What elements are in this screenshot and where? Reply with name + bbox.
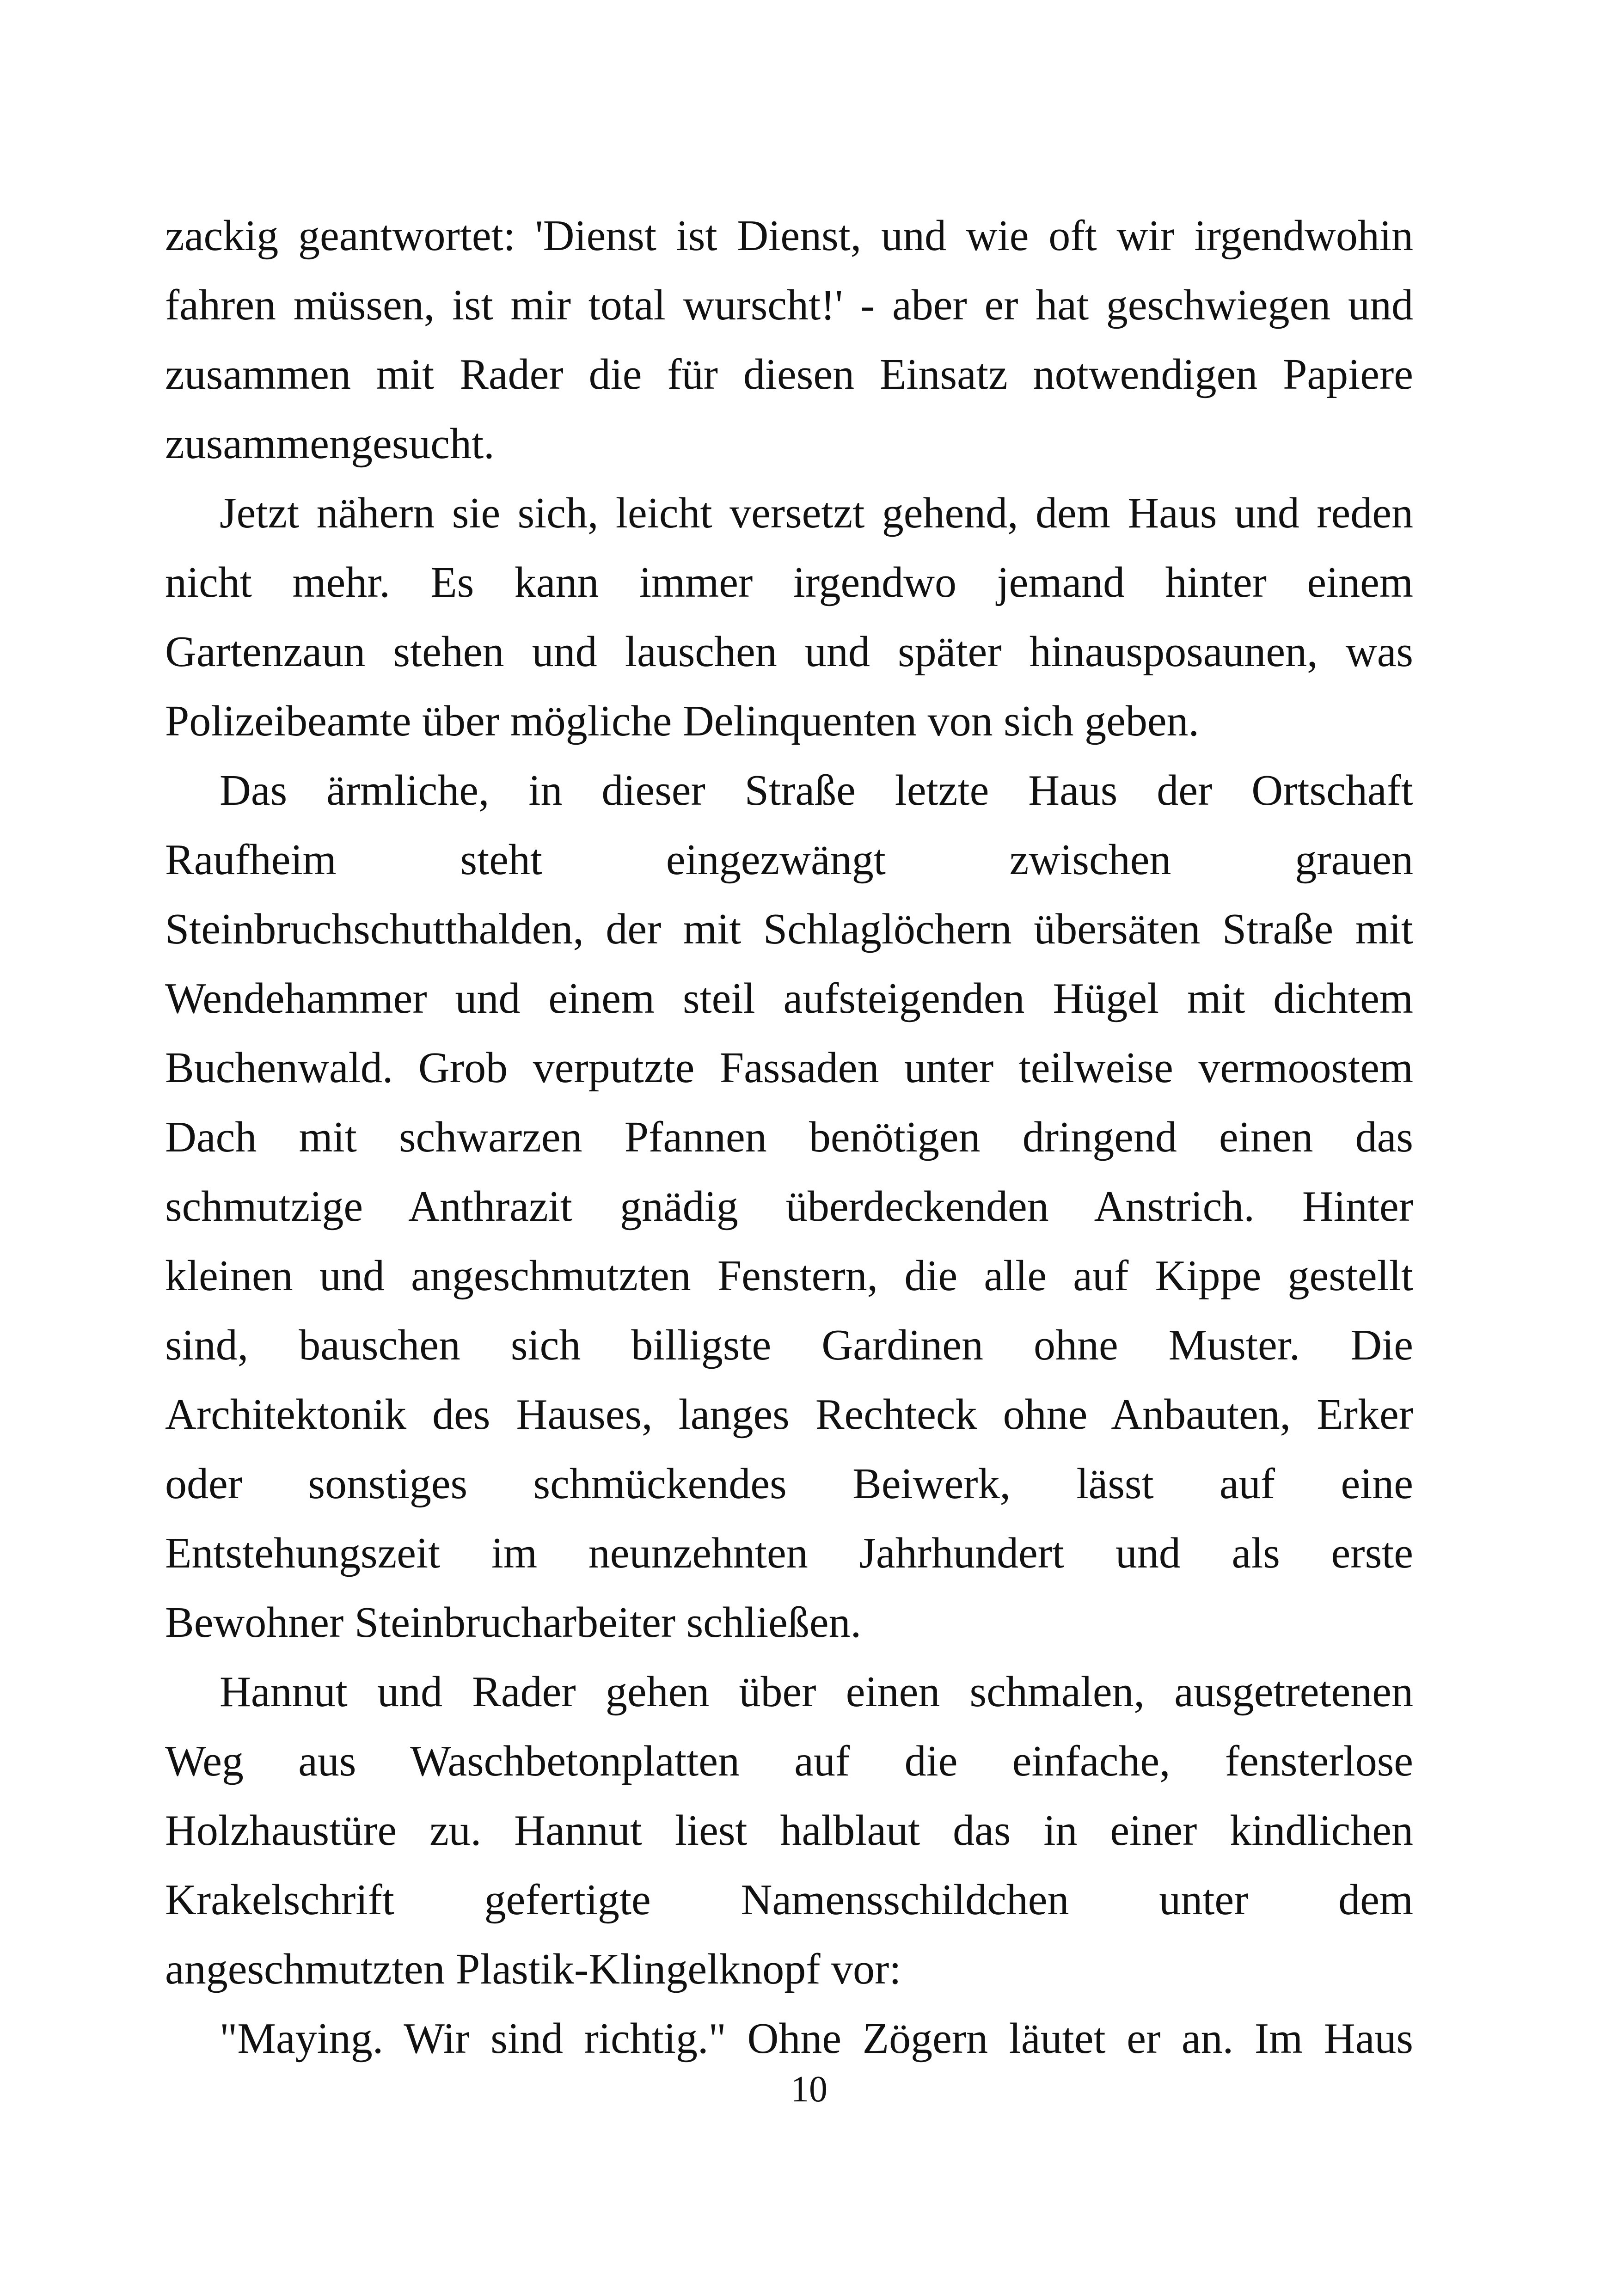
text-line: Gartenzaun stehen und lauschen und später hinausposaunen, was: [165, 628, 1413, 676]
body-text: [165, 201, 1413, 2073]
text-line: Steinbruchschutthalden, der mit Schlaglöchern übersäten Straße mit: [165, 905, 1413, 953]
text-line: schmutzige Anthrazit gnädig überdeckenden Anstrich. Hinter: [165, 1182, 1413, 1231]
text-line: "Maying. Wir sind richtig." Ohne Zögern läutet er an. Im Haus: [220, 2014, 1413, 2063]
text-line: Holzhaustüre zu. Hannut liest halblaut das in einer kindlichen: [165, 1806, 1413, 1855]
text-line: zusammengesucht.: [165, 420, 495, 468]
text-line: sind, bauschen sich billigste Gardinen ohne Muster. Die: [165, 1321, 1413, 1369]
text-line: Wendehammer und einem steil aufsteigenden Hügel mit dichtem: [165, 974, 1413, 1022]
text-line: angeschmutzten Plastik-Klingelknopf vor:: [165, 1945, 901, 1993]
text-line: Entstehungszeit im neunzehnten Jahrhundert und als erste: [165, 1529, 1413, 1577]
text-line: kleinen und angeschmutzten Fenstern, die alle auf Kippe gestellt: [165, 1252, 1413, 1300]
text-line: Das ärmliche, in dieser Straße letzte Haus der Ortschaft: [220, 766, 1413, 814]
text-line: Polizeibeamte über mögliche Delinquenten von sich geben.: [165, 697, 1200, 745]
text-line: fahren müssen, ist mir total wurscht!' - aber er hat geschwiegen und: [165, 281, 1413, 329]
text-line: zackig geantwortet: 'Dienst ist Dienst, und wie oft wir irgendwohin: [165, 212, 1413, 260]
text-line: Krakelschrift gefertigte Namensschildchen unter dem: [165, 1876, 1413, 1924]
text-line: Dach mit schwarzen Pfannen benötigen dringend einen das: [165, 1113, 1413, 1161]
text-line: oder sonstiges schmückendes Beiwerk, lässt auf eine: [165, 1460, 1413, 1508]
text-line: Hannut und Rader gehen über einen schmalen, ausgetretenen: [220, 1668, 1413, 1716]
text-line: Weg aus Waschbetonplatten auf die einfache, fensterlose: [165, 1737, 1413, 1785]
text-line: Bewohner Steinbrucharbeiter schließen.: [165, 1598, 862, 1647]
text-line: nicht mehr. Es kann immer irgendwo jemand hinter einem: [165, 558, 1413, 606]
text-line: zusammen mit Rader die für diesen Einsatz notwendigen Papiere: [165, 350, 1413, 398]
page-number: 10: [791, 2069, 827, 2110]
text-line: Buchenwald. Grob verputzte Fassaden unter teilweise vermoostem: [165, 1044, 1413, 1092]
text-line: Jetzt nähern sie sich, leicht versetzt gehend, dem Haus und reden: [220, 489, 1413, 537]
text-line: Raufheim steht eingezwängt zwischen grauen: [165, 836, 1413, 884]
text-line: Architektonik des Hauses, langes Rechteck ohne Anbauten, Erker: [165, 1390, 1413, 1439]
